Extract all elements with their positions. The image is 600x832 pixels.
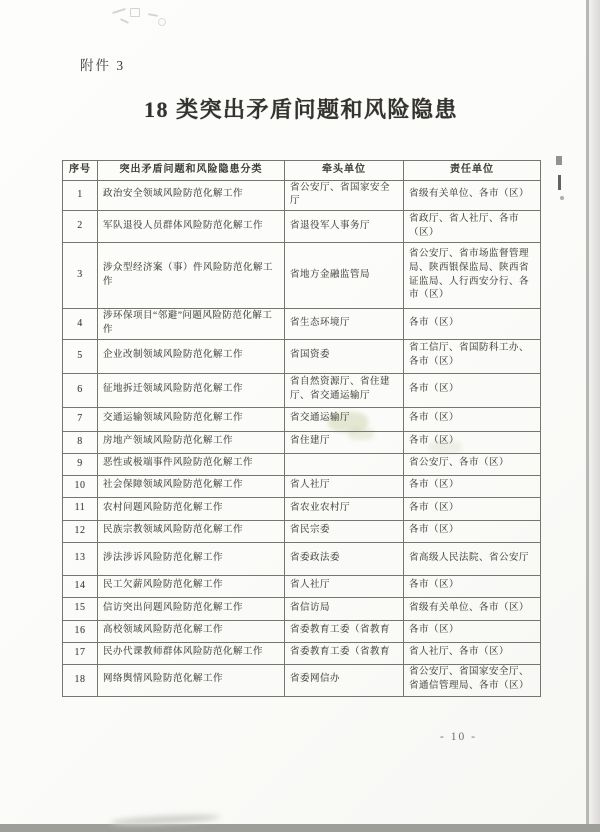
responsible-unit-cell: 省级有关单位、各市（区） (404, 180, 541, 211)
category-cell: 农村问题风险防范化解工作 (98, 497, 285, 520)
category-cell: 信访突出问题风险防范化解工作 (98, 597, 285, 620)
table-row (63, 453, 541, 475)
lead-unit-cell: 省委教育工委（省教育 (285, 620, 404, 642)
header-no: 序号 (63, 161, 98, 181)
category-cell: 民办代课教师群体风险防范化解工作 (98, 642, 285, 664)
table-row (63, 542, 541, 575)
scan-bottom-edge (0, 824, 600, 832)
category-cell: 民工欠薪风险防范化解工作 (98, 575, 285, 597)
responsible-unit-cell: 各市（区） (404, 309, 541, 340)
category-cell: 交通运输领域风险防范化解工作 (98, 407, 285, 431)
lead-unit-cell: 省地方金融监管局 (285, 243, 404, 309)
row-number: 2 (63, 211, 98, 243)
lead-unit-cell: 省人社厅 (285, 575, 404, 597)
responsible-unit-cell: 各市（区） (404, 620, 541, 642)
category-cell: 涉环保项目“邻避”问题风险防范化解工作 (98, 309, 285, 340)
lead-unit-cell: 省信访局 (285, 597, 404, 620)
table-row (63, 520, 541, 542)
lead-unit-cell: 省委网信办 (285, 664, 404, 696)
risk-table (62, 160, 541, 697)
responsible-unit-cell: 各市（区） (404, 431, 541, 453)
header-responsible-unit: 责任单位 (404, 161, 541, 181)
table-row (63, 475, 541, 497)
table-row (63, 664, 541, 696)
category-cell: 恶性或极端事件风险防范化解工作 (98, 453, 285, 475)
row-number: 10 (63, 475, 98, 497)
page-number: - 10 - (440, 731, 477, 743)
row-number: 5 (63, 339, 98, 373)
category-cell: 网络舆情风险防范化解工作 (98, 664, 285, 696)
pencil-stroke (130, 8, 140, 17)
row-number: 16 (63, 620, 98, 642)
ink-mark (556, 156, 562, 165)
responsible-unit-cell: 各市（区） (404, 497, 541, 520)
ink-mark (560, 196, 564, 200)
row-number: 1 (63, 180, 98, 211)
lead-unit-cell: 省公安厅、省国家安全厅 (285, 180, 404, 211)
lead-unit-cell: 省委教育工委（省教育 (285, 642, 404, 664)
header-lead-unit: 牵头单位 (285, 161, 404, 181)
responsible-unit-cell: 省公安厅、省国家安全厅、省通信管理局、各市（区） (404, 664, 541, 696)
table-row (63, 180, 541, 211)
responsible-unit-cell: 省公安厅、各市（区） (404, 453, 541, 475)
row-number: 17 (63, 642, 98, 664)
lead-unit-cell: 省住建厅 (285, 431, 404, 453)
lead-unit-cell: 省国资委 (285, 339, 404, 373)
responsible-unit-cell: 各市（区） (404, 373, 541, 407)
table-row (63, 497, 541, 520)
row-number: 13 (63, 542, 98, 575)
responsible-unit-cell: 省公安厅、省市场监督管理局、陕西银保监局、陕西省证监局、人行西安分行、各市（区） (404, 243, 541, 309)
category-cell: 社会保障领域风险防范化解工作 (98, 475, 285, 497)
lead-unit-cell: 省自然资源厅、省住建厅、省交通运输厅 (285, 373, 404, 407)
row-number: 12 (63, 520, 98, 542)
responsible-unit-cell: 各市（区） (404, 575, 541, 597)
header-category: 突出矛盾问题和风险隐患分类 (98, 161, 285, 181)
lead-unit-cell: 省人社厅 (285, 475, 404, 497)
responsible-unit-cell: 省政厅、省人社厅、各市（区） (404, 211, 541, 243)
pencil-stroke (158, 18, 166, 26)
lead-unit-cell: 省退役军人事务厅 (285, 211, 404, 243)
scan-right-margin (589, 0, 600, 832)
table-row (63, 431, 541, 453)
table-row (63, 575, 541, 597)
ink-mark (558, 175, 561, 190)
row-number: 15 (63, 597, 98, 620)
responsible-unit-cell: 各市（区） (404, 407, 541, 431)
row-number: 4 (63, 309, 98, 340)
responsible-unit-cell: 各市（区） (404, 520, 541, 542)
row-number: 18 (63, 664, 98, 696)
responsible-unit-cell: 省工信厅、省国防科工办、各市（区） (404, 339, 541, 373)
lead-unit-cell: 省农业农村厅 (285, 497, 404, 520)
lead-unit-cell: 省交通运输厅 (285, 407, 404, 431)
table-row (63, 597, 541, 620)
lead-unit-cell: 省民宗委 (285, 520, 404, 542)
responsible-unit-cell: 省级有关单位、各市（区） (404, 597, 541, 620)
table-row (63, 309, 541, 340)
table-row (63, 642, 541, 664)
category-cell: 涉法涉诉风险防范化解工作 (98, 542, 285, 575)
responsible-unit-cell: 省高级人民法院、省公安厅 (404, 542, 541, 575)
category-cell: 征地拆迁领域风险防范化解工作 (98, 373, 285, 407)
lead-unit-cell (285, 453, 404, 475)
table-row (63, 620, 541, 642)
table-row (63, 407, 541, 431)
category-cell: 军队退役人员群体风险防范化解工作 (98, 211, 285, 243)
lead-unit-cell: 省委政法委 (285, 542, 404, 575)
table-row (63, 243, 541, 309)
category-cell: 政治安全领域风险防范化解工作 (98, 180, 285, 211)
table-row (63, 373, 541, 407)
attachment-label: 附件 3 (80, 58, 126, 73)
table-row (63, 339, 541, 373)
category-cell: 高校领域风险防范化解工作 (98, 620, 285, 642)
row-number: 9 (63, 453, 98, 475)
row-number: 3 (63, 243, 98, 309)
risk-table-header (63, 161, 541, 181)
page-title: 18 类突出矛盾问题和风险隐患 (143, 97, 458, 122)
row-number: 7 (63, 407, 98, 431)
lead-unit-cell: 省生态环境厅 (285, 309, 404, 340)
row-number: 6 (63, 373, 98, 407)
header-row (63, 161, 541, 181)
row-number: 14 (63, 575, 98, 597)
category-cell: 涉众型经济案（事）件风险防范化解工作 (98, 243, 285, 309)
table-row (63, 211, 541, 243)
category-cell: 民族宗教领域风险防范化解工作 (98, 520, 285, 542)
row-number: 11 (63, 497, 98, 520)
risk-table-body (63, 180, 541, 696)
responsible-unit-cell: 各市（区） (404, 475, 541, 497)
responsible-unit-cell: 省人社厅、各市（区） (404, 642, 541, 664)
row-number: 8 (63, 431, 98, 453)
category-cell: 房地产领域风险防范化解工作 (98, 431, 285, 453)
category-cell: 企业改制领域风险防范化解工作 (98, 339, 285, 373)
